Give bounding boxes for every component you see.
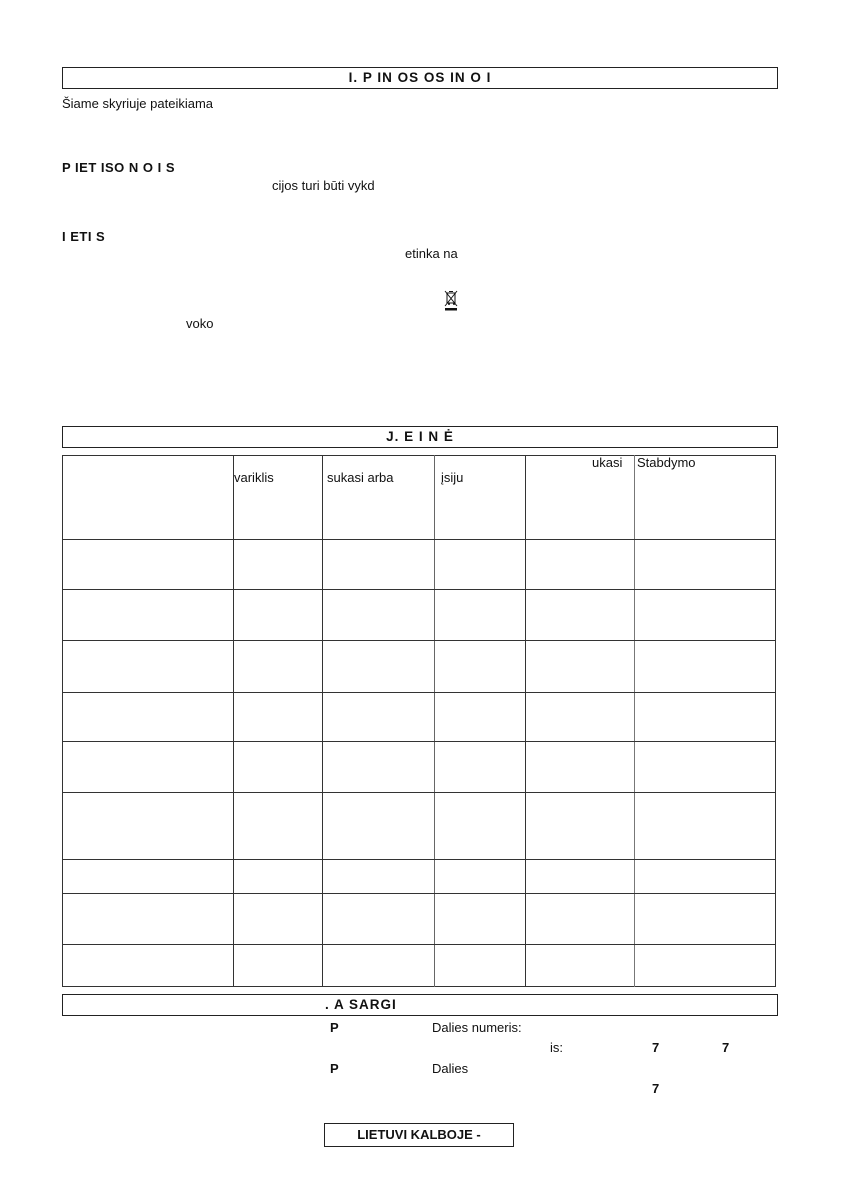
table-border-bottom [62, 986, 776, 987]
table-header-cell-5: Stabdymo [637, 455, 696, 470]
table-header-cell-2: sukasi arba [327, 470, 394, 485]
subsection-text-disposal-1: etinka na [405, 246, 458, 261]
table-row-sep-8 [62, 893, 776, 894]
table-header-cell-1: variklis [234, 470, 274, 485]
table-col-sep-4 [525, 455, 526, 987]
table-row-sep-7 [62, 859, 776, 860]
section-i-intro: Šiame skyriuje pateikiama [62, 96, 214, 111]
crossed-out-wheeled-bin-icon [444, 289, 458, 311]
section-j-header: J. E I N Ė [62, 426, 778, 448]
table-row-sep-6 [62, 792, 776, 793]
table-header-cell-4: ukasi [592, 455, 623, 470]
table-border-right [775, 455, 776, 987]
subsection-text-maintenance: cijos turi būti vykd [272, 178, 375, 193]
part-is-label: is: [550, 1040, 563, 1055]
table-border-left [62, 455, 63, 987]
table-row-sep-5 [62, 741, 776, 742]
table-col-sep-2 [322, 455, 323, 987]
table-row-sep-4 [62, 692, 776, 693]
part-value-1b: 7 [722, 1040, 730, 1055]
subsection-title-disposal: I ETI S [62, 229, 106, 244]
table-row-sep-2 [62, 589, 776, 590]
part-value-1a: 7 [652, 1040, 660, 1055]
subsection-title-maintenance: P IET ISO N O I S [62, 160, 176, 175]
table-row-sep-1 [62, 539, 776, 540]
section-k-header-label: . A SARGI [325, 997, 397, 1012]
table-header-cell-3: įsiju [441, 470, 464, 485]
part-label-p-2: P [330, 1061, 339, 1076]
part-number-label-1: Dalies numeris: [432, 1020, 522, 1035]
part-value-2a: 7 [652, 1081, 660, 1096]
section-i-header: I. P IN OS OS IN O I [62, 67, 778, 89]
table-row-sep-9 [62, 944, 776, 945]
section-k-header [62, 994, 778, 1016]
subsection-text-disposal-2: voko [186, 316, 214, 331]
table-col-sep-1 [233, 455, 234, 987]
table-col-sep-3 [434, 455, 435, 987]
table-row-sep-3 [62, 640, 776, 641]
part-label-2: Dalies [432, 1061, 469, 1076]
part-label-p-1: P [330, 1020, 339, 1035]
table-col-sep-5 [634, 455, 635, 987]
footer-language-label: LIETUVI KALBOJE - [324, 1123, 514, 1147]
